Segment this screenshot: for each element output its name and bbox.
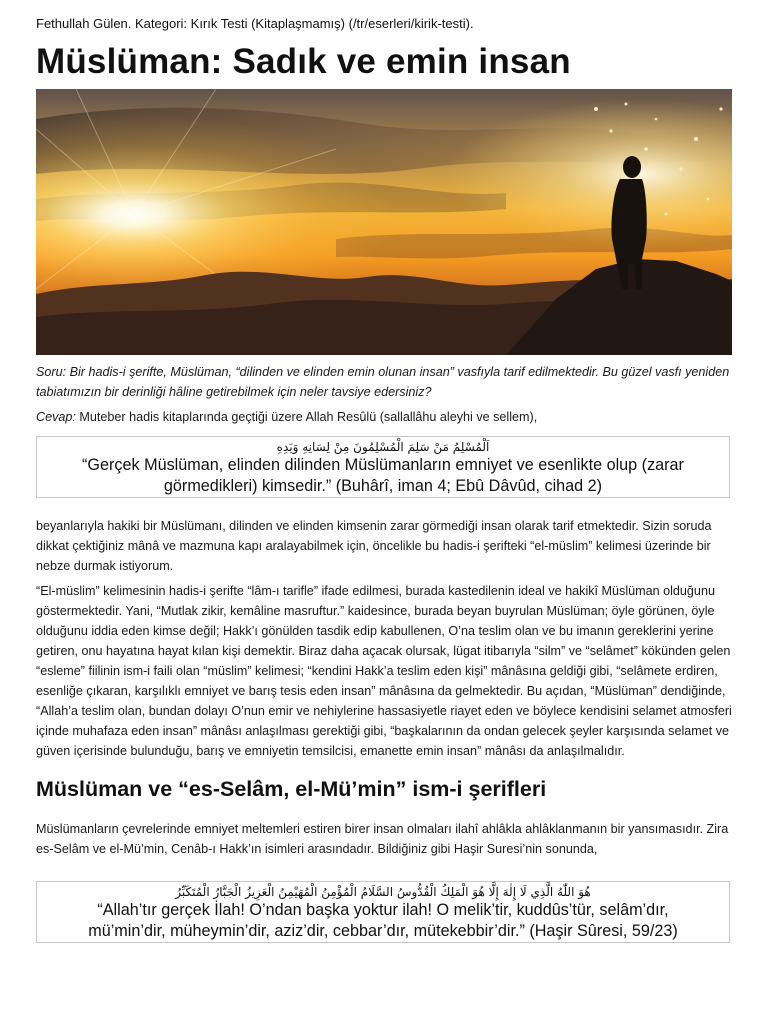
answer-intro-text: Muteber hadis kitaplarında geçtiği üzere Allah Resûlü (sallallâhu aleyhi ve sellem), xyxy=(75,410,538,424)
question-paragraph xyxy=(36,362,736,402)
page-title: Müslüman: Sadık ve emin insan xyxy=(36,42,571,81)
verse-quote-line-1: “Allah’tır gerçek İlah! O’ndan başka yoktur ilah! O melik’tir, kuddûs’tür, selâm’dır, xyxy=(97,901,669,919)
source-line: Fethullah Gülen. Kategori: Kırık Testi (Kitaplaşmamış) (/tr/eserleri/kirik-testi). xyxy=(36,16,474,31)
hadith-quote-line-1: “Gerçek Müslüman, elinden dilinden Müslümanların emniyet ve esenlikte olup (zarar xyxy=(82,456,684,474)
question-text: Soru: Bir hadis-i şerifte, Müslüman, “dilinden ve elinden emin olunan insan” vasfıyla tarif edilmektedir. Bu güzel vasfı yeniden tabiatımızın bir derinliği hâline getirebilmek için neler tavsiye edersiniz? xyxy=(36,365,730,399)
body-paragraph-3: Müslümanların çevrelerinde emniyet meltemleri estiren birer insan olmaları ilahî ahlâkla ahlâklanmanın bir yansımasıdır. Zira es-Selâm ve el-Mü’min, Cenâb-ı Hakk’ın isimleri arasındadır. Bildiğiniz gibi Haşir Suresi’nin sonunda, xyxy=(36,822,729,856)
hadith-quote-box xyxy=(36,436,730,498)
section-heading: Müslüman ve “es-Selâm, el-Mü’min” ism-i şerifleri xyxy=(36,777,547,801)
answer-label: Cevap: xyxy=(36,410,76,424)
body-paragraph-2: “El-müslim” kelimesinin hadis-i şerifte “lâm-ı tarifle” ifade edilmesi, burada kastedilenin ideal ve hakikî Müslüman olduğunu göstermektedir. Yani, “Mutlak zikir, kemâline masruftur.” kaidesince, burada beyan buyrulan Müslüman; öyle görünen, öyle olduğunu iddia eden kimse değil; Hakk’ı gönülden tasdik edip kabullenen, O’na teslim olan ve bu imanın gereklerini yerine getiren, onu hayatına hayat kılan kişi demektir. Biraz daha açacak olursak, lügat itibarıyla “silm” ve “selâmet” kökünden gelen “esleme” fiilinin ism-i faili olan “müslim” kelimesi; “kendini Hakk’a teslim eden kişi” mânâsına geldiği gibi, “selâmete erdiren, esenliğe çıkaran, karşılıklı emniyet ve barış tesis eden insan” mânâsına da gelmektedir. Bu açıdan, “Müslüman” dendiğinde, “Allah’a teslim olan, bundan dolayı O’nun emir ve nehiylerine hassasiyetle riayet eden ve böylece kendisini selamet atmosferi içinde muhafaza eden insan” mânâsı anlaşılması gerektiği gibi, “başkalarının da ondan gelecek şeyler karşısında selamet ve güven içerisinde bulunduğu, barış ve emniyetin temsilcisi, emanette emin insan” mânâsı da anlaşılmalıdır. xyxy=(36,584,732,758)
verse-arabic: هُوَ اللّٰهُ الَّذِي لَا إِلٰهَ إِلَّا هُوَ الْمَلِكُ الْقُدُّوسُ السَّلَامُ الْمُؤْمِنُ الْمُهَيْمِنُ الْعَزِيزُ الْجَبَّارُ الْمُتَكَبِّرُ xyxy=(175,885,591,899)
verse-quote-box xyxy=(36,881,730,943)
hero-image xyxy=(36,89,732,355)
body-paragraph-1: beyanlarıyla hakiki bir Müslümanı, dilinden ve elinden kimsenin zarar görmediği insan olarak tarif etmektedir. Sizin soruda dikkat çektiğiniz mânâ ve mazmuna kapı aralayabilmek için, öncelikle bu hadis-i şerifteki “el-müslim” kelimesi üzerinde bir nebze durmak istiyorum. xyxy=(36,519,712,573)
hadith-quote-line-2: görmedikleri) kimsedir.” (Buhârî, iman 4; Ebû Dâvûd, cihad 2) xyxy=(163,477,603,495)
hadith-arabic: اَلْمُسْلِمُ مَنْ سَلِمَ الْمُسْلِمُونَ مِنْ لِسَانِهِ وَيَدِهِ xyxy=(276,440,490,454)
verse-quote-line-2: mü’min’dir, müheymin’dir, aziz’dir, cebbar’dır, mütekebbir’dir.” (Haşir Sûresi, 59/23) xyxy=(88,922,678,940)
answer-intro-paragraph xyxy=(36,407,736,427)
